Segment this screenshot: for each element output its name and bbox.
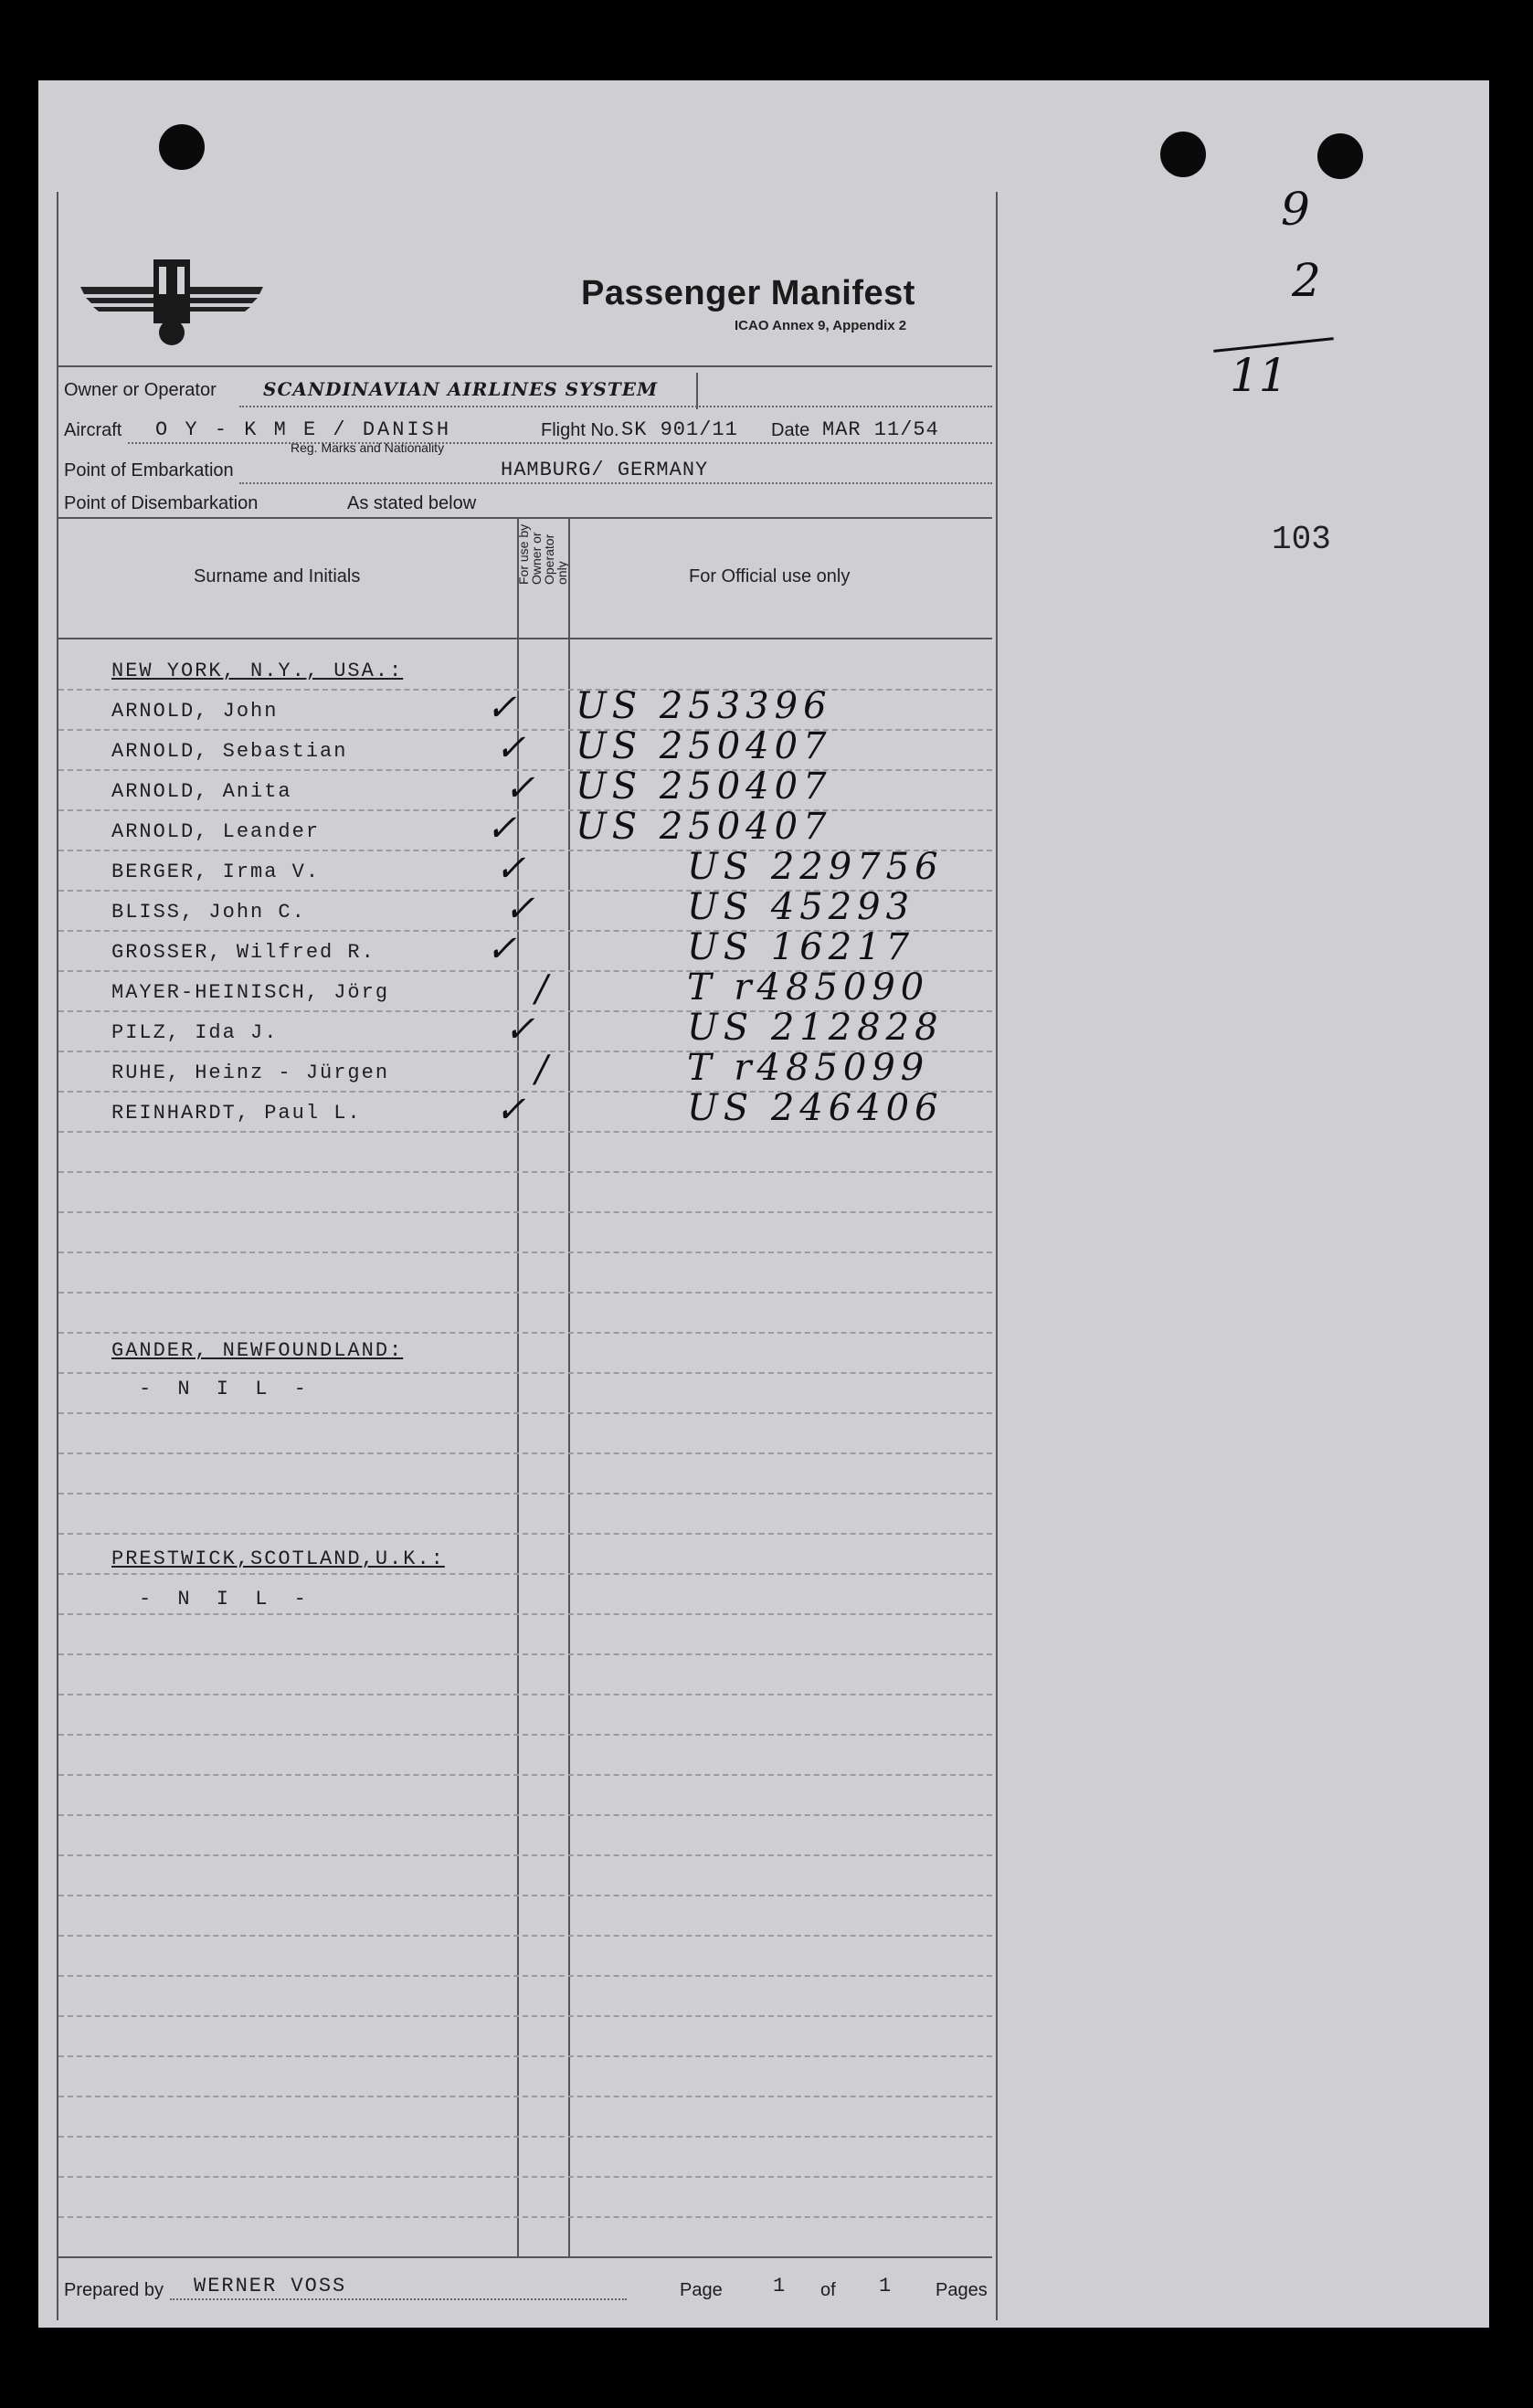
aircraft-value: O Y - K M E / DANISH — [155, 418, 452, 441]
divider — [58, 365, 992, 367]
official-entry: US 212828 — [687, 1007, 944, 1049]
passenger-name: BLISS, John C. — [111, 901, 306, 924]
check-mark: ✓ — [495, 727, 526, 769]
ruled-line — [58, 1372, 992, 1374]
ruled-line — [58, 2055, 992, 2057]
ruled-line — [58, 1493, 992, 1494]
column-divider — [568, 517, 570, 2256]
ruled-line — [58, 1211, 992, 1213]
ruled-line — [58, 1292, 992, 1294]
check-mark: ✓ — [486, 928, 517, 970]
ruled-line — [58, 2096, 992, 2097]
margin-sum: 11 — [1230, 349, 1288, 402]
section-heading: GANDER, NEWFOUNDLAND: — [111, 1339, 404, 1362]
ruled-line — [58, 2136, 992, 2138]
punch-hole — [159, 124, 205, 170]
prepared-by-label: Prepared by — [64, 2280, 164, 2300]
as-stated-label: As stated below — [347, 493, 477, 513]
passenger-name: ARNOLD, John — [111, 700, 279, 723]
dotted-line — [170, 2298, 627, 2300]
ruled-line — [58, 1854, 992, 1856]
official-entry: US 16217 — [687, 926, 915, 968]
check-mark: ✓ — [504, 888, 535, 930]
ruled-line — [58, 1573, 992, 1575]
owner-use-column-header: For use by Owner or Operator only — [516, 523, 569, 585]
passenger-name: ARNOLD, Sebastian — [111, 740, 348, 763]
form-title: Passenger Manifest — [581, 274, 915, 312]
ruled-line — [58, 1734, 992, 1736]
official-entry: T r485090 — [687, 966, 930, 1009]
ruled-line — [58, 1131, 992, 1133]
surname-column-header: Surname and Initials — [194, 566, 361, 586]
punch-hole — [1317, 133, 1363, 179]
pages-label: Pages — [936, 2280, 988, 2300]
airline-logo — [71, 248, 272, 349]
official-column-header: For Official use only — [689, 566, 851, 586]
owner-label: Owner or Operator — [64, 380, 217, 400]
ruled-line — [58, 1895, 992, 1896]
ruled-line — [58, 1975, 992, 1977]
official-entry: US 250407 — [576, 725, 832, 767]
divider — [58, 638, 992, 639]
passenger-name: ARNOLD, Leander — [111, 820, 321, 843]
of-value: 1 — [879, 2275, 894, 2297]
dotted-line — [239, 482, 992, 484]
ruled-line — [58, 1694, 992, 1695]
check-mark: / — [535, 968, 548, 1010]
dotted-line — [239, 406, 992, 407]
ruled-line — [58, 2216, 992, 2218]
of-label: of — [820, 2280, 836, 2300]
ruled-line — [58, 1774, 992, 1776]
aircraft-label: Aircraft — [64, 420, 122, 440]
official-entry: US 250407 — [576, 806, 832, 848]
check-mark: ✓ — [486, 687, 517, 729]
prepared-by-value: WERNER VOSS — [194, 2275, 347, 2297]
reg-marks-label: Reg. Marks and Nationality — [291, 440, 445, 455]
ruled-line — [58, 2176, 992, 2178]
passenger-name: REINHARDT, Paul L. — [111, 1102, 362, 1125]
ruled-line — [58, 1412, 992, 1414]
ruled-line — [58, 1171, 992, 1173]
ruled-line — [58, 1452, 992, 1454]
check-mark: ✓ — [486, 808, 517, 850]
divider — [58, 2256, 992, 2258]
official-entry: US 253396 — [576, 685, 832, 727]
nil-entry: - N I L - — [139, 1588, 313, 1611]
disembarkation-label: Point of Disembarkation — [64, 493, 259, 513]
check-mark: / — [535, 1049, 548, 1091]
ruled-line — [58, 1814, 992, 1816]
ruled-line — [58, 1332, 992, 1334]
passenger-name: ARNOLD, Anita — [111, 780, 292, 803]
passenger-name: GROSSER, Wilfred R. — [111, 941, 375, 964]
embarkation-value: HAMBURG/ GERMANY — [501, 459, 709, 481]
check-mark: ✓ — [495, 1089, 526, 1131]
check-mark: ✓ — [504, 767, 535, 809]
embarkation-label: Point of Embarkation — [64, 460, 234, 481]
date-label: Date — [771, 420, 810, 440]
page-stamp-number: 103 — [1272, 521, 1331, 558]
ruled-line — [58, 1613, 992, 1615]
section-heading: PRESTWICK,SCOTLAND,U.K.: — [111, 1547, 445, 1570]
ruled-line — [58, 2015, 992, 2017]
passenger-name: BERGER, Irma V. — [111, 861, 321, 883]
margin-number: 9 — [1281, 183, 1310, 236]
date-value: MAR 11/54 — [822, 418, 939, 441]
page-value: 1 — [773, 2275, 788, 2297]
page-label: Page — [680, 2280, 723, 2300]
check-mark: ✓ — [504, 1009, 535, 1051]
passenger-name: PILZ, Ida J. — [111, 1021, 279, 1044]
check-mark: ✓ — [495, 848, 526, 890]
official-entry: US 250407 — [576, 766, 832, 808]
divider — [696, 373, 698, 409]
official-entry: US 246406 — [687, 1087, 944, 1129]
official-entry: US 45293 — [687, 886, 915, 928]
section-heading: NEW YORK, N.Y., USA.: — [111, 660, 404, 682]
ruled-line — [58, 689, 992, 691]
ruled-line — [58, 1935, 992, 1937]
operator-value: SCANDINAVIAN AIRLINES SYSTEM — [263, 378, 659, 400]
flight-no-label: Flight No. — [541, 420, 619, 440]
flight-no-value: SK 901/11 — [621, 418, 738, 441]
official-entry: US 229756 — [687, 846, 944, 888]
official-entry: T r485099 — [687, 1047, 930, 1089]
dotted-line — [128, 442, 992, 444]
ruled-line — [58, 809, 992, 811]
ruled-line — [58, 1252, 992, 1253]
ruled-line — [58, 1653, 992, 1655]
punch-hole — [1160, 132, 1206, 177]
margin-number: 2 — [1292, 254, 1321, 307]
nil-entry: - N I L - — [139, 1378, 313, 1400]
passenger-name: MAYER-HEINISCH, Jörg — [111, 981, 390, 1004]
ruled-line — [58, 1533, 992, 1535]
passenger-name: RUHE, Heinz - Jürgen — [111, 1061, 390, 1084]
form-subtitle: ICAO Annex 9, Appendix 2 — [735, 318, 907, 333]
